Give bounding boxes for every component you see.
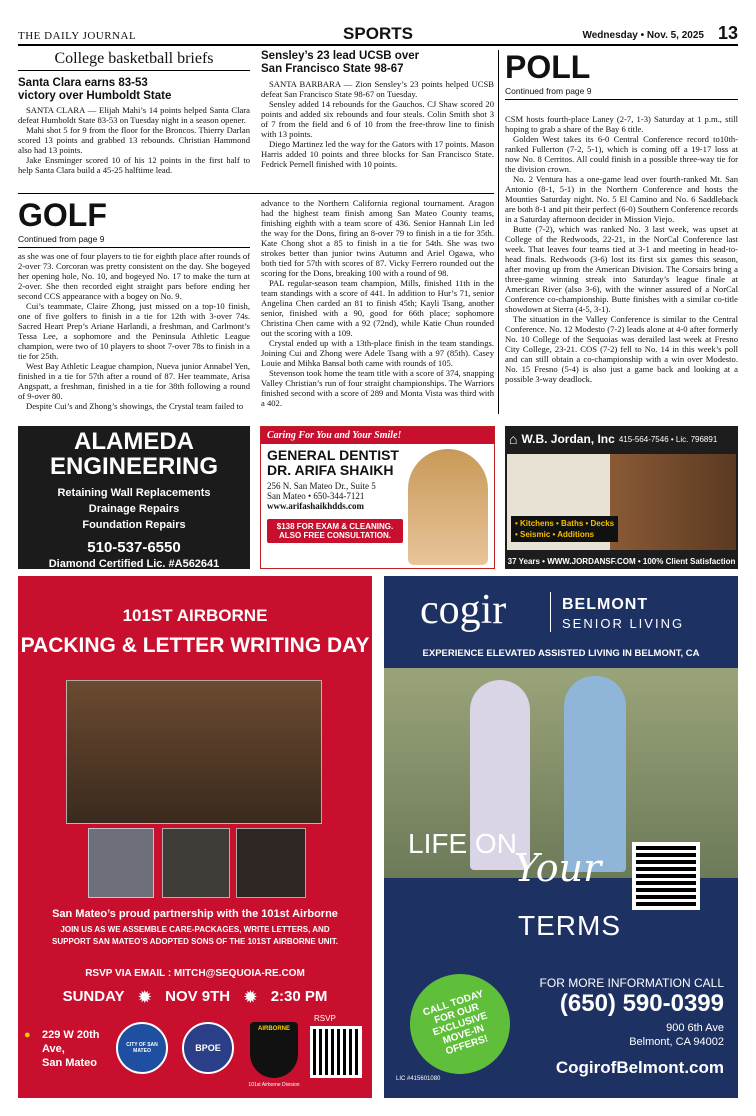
ad-title: DR. ARIFA SHAIKH [267,462,394,478]
headline-line: Santa Clara earns 83-53 [18,77,148,89]
page-header [18,23,738,46]
story-body [18,251,250,411]
paragraph: Stevenson took home the team title with a score of 374, snapping Valley Christian’s run of four straight championships. The Warriors finished second with a score of 289 and Monta Vista was third with a 402. [261,368,494,408]
story-body [261,198,494,408]
seal-text: CITY OF SAN MATEO [126,1042,158,1054]
ad-services [511,516,618,542]
offer-line: ALSO FREE CONSULTATION. [279,531,391,540]
house-icon: ⌂ [509,431,518,447]
basketball-brief-1 [18,50,250,175]
divider [18,193,494,194]
ad-service: Retaining Wall Replacements [57,487,211,499]
ad-phone: (650) 590-0399 [559,990,724,1017]
ad-description [18,924,372,948]
rsvp-label: RSVP [314,1014,336,1023]
address-line: Ave, [42,1043,65,1055]
star-icon: ✹ [138,989,152,1006]
address-line: San Mateo [42,1057,98,1069]
ad-slogan: LIFE ON [408,828,517,859]
golf-story [18,198,250,411]
golf-story-col2 [261,198,494,408]
ad-datetime [18,988,372,1006]
basketball-brief-2 [261,50,494,169]
seal-text: AIRBORNE [257,1026,290,1032]
ad-slogan-script: Your [514,846,602,890]
story-title: GOLF [18,197,107,233]
story-body [505,114,738,384]
address-line: 229 W 20th [42,1029,100,1041]
city-seal-icon [116,1022,168,1074]
ad-contact: 415-564-7546 • Lic. 796891 [618,434,718,444]
paragraph: Despite Cui’s and Zhong’s showings, the Crystal team failed to [26,401,244,411]
description-line: SUPPORT SAN MATEO’S ADOPTED SONS OF THE 101ST AIRBORNE UNIT. [52,937,338,946]
ad-alameda-engineering[interactable] [18,426,250,569]
ad-title: 101ST AIRBORNE [122,606,268,625]
paragraph: as she was one of four players to tie for eighth place after rounds of 2-over 73. Corcoran was pretty consistent on the day. She bogeyed her opening hole, No. 10, and bogeyed No. 17 to make the turn at 2-over. She then recorded eight straight pars before ending her second CCS appearance with a bogey on No. 9. [18,251,250,301]
paragraph: No. 2 Ventura has a one-game lead over fourth-ranked Mt. San Antonio (8-1, 5-1) in the Northern Conference and hosts the Mounties Saturday night. No. 5 El Camino and No. 6 Saddleback are both 8-1 and pit their perfect (6-0) Southern Conference records in a Saturday afternoon decider in Mission Viejo. [505,174,738,224]
section-title: SPORTS [343,24,413,43]
ad-license: Diamond Certified Lic. #A562641 [48,558,220,570]
paragraph: Jake Ensminger scored 10 of his 12 points in the first half to help Santa Clara build a 45-25 halftime lead. [18,155,250,175]
ad-footer: 37 Years • WWW.JORDANSF.COM • 100% Client Satisfaction [507,557,736,566]
event-time: 2:30 PM [270,988,328,1005]
ad-address: 900 6th Ave [666,1022,724,1034]
paragraph: Crystal ended up with a 13th-place finish in the team standings. Joining Cui and Zhong were Adele Tsang with a 97 (85th). Casey Louie and Mihka Bansal both came with rounds of 105. [261,338,494,368]
room-photo [507,454,736,550]
offer-badge: CALL TODAY FOR OUR EXCLUSIVE MOVE-IN OFFERS! [397,961,523,1087]
ad-website: www.arifashaikhdds.com [267,501,365,511]
ad-subtitle: San Mateo’s proud partnership with the 101st Airborne [52,908,338,920]
airborne-eagle-icon [250,1022,298,1078]
page-number: 13 [717,23,738,43]
ad-rsvp-email: RSVP VIA EMAIL : MITCH@SEQUOIA-RE.COM [85,968,305,979]
ad-title: ALAMEDA [74,428,194,455]
brief-headline [261,50,494,76]
ad-phone: 510-537-6550 [87,539,181,556]
paragraph: CSM hosts fourth-place Laney (2-7, 1-3) Saturday at 1 p.m., still hoping to grab a share of the Bay 6 title. [505,114,738,134]
paragraph: SANTA BARBARA — Zion Sensley’s 23 points helped UCSB defeat San Francisco State 98-67 on Tuesday. [261,79,494,99]
story-title: POLL [505,49,591,85]
brief-kicker: College basketball briefs [18,50,250,71]
event-photo [236,828,306,898]
ad-offer [267,519,403,543]
paragraph: The situation in the Valley Conference is similar to the Central Conference. No. 12 Modesto (7-2) leads alone at 4-0 after formerly No. 10 College of the Sequoias was derailed last week at Fresno City College, 23-21. COS (7-2) fell to No. 14 in this week’s poll and can still obtain a co-championship with a win over Modesto. No. 15 Fresno (5-4) is also just a game back and looking at a possible 3-way deadlock. [505,314,738,384]
ad-brand: cogir [420,587,507,633]
event-photo [88,828,154,898]
paragraph: Golden West takes its 6-0 Central Conference record to10th-ranked Fullerton (7-2, 5-1), which is coming off a 19-17 loss at now No. 8 Cerritos. All could finish in a possible three-way tie for the division crown. [505,134,738,174]
ad-header [505,426,738,452]
ad-service: Drainage Repairs [88,503,180,515]
service-line: • Seismic • Additions [515,530,595,539]
qr-code-icon[interactable] [310,1026,362,1078]
ad-brand-sub: SENIOR LIVING [562,616,685,631]
paragraph: SANTA CLARA — Elijah Mahi’s 14 points helped Santa Clara defeat Humboldt State 83-53 on Tuesday night in a season opener. [18,105,250,125]
ad-banner: EXPERIENCE ELEVATED ASSISTED LIVING IN BELMONT, CA [422,648,700,659]
paragraph: PAL regular-season team champion, Mills, finished 11th in the team standings with a score of 441. In addition to Hur’s 71, senior Angelina Chen carded an 81 to finish 45th; Kayli Tsang, another senior, finished with a 90, good for 66th place; sophomore Christina Chen came with a 92 (72nd), while Katie Chun rounded out the scoring with a 109. [261,278,494,338]
headline-line: victory over Humboldt State [18,90,172,102]
paragraph: Mahi shot 5 for 9 from the floor for the Broncos. Thierry Darlan scored 13 points and grabbed 13 rebounds. Christian Hammond also had 13 points. [18,125,250,155]
ad-location [24,1028,99,1070]
ad-address: Belmont, CA 94002 [629,1036,724,1048]
headline-line: San Francisco State 98-67 [261,63,404,75]
paragraph: advance to the Northern California regional tournament. Aragon had the highest team finish among San Mateo County teams, finishing eighth with a team score of 436. Senior Hannah Lin led the way for the Dons, firing an 8-over 79 to finish in a tie for 35th. Kate Chong shot a 85 to finish in a tie for 54th. She was two strokes better than junior twins Autumn and Ariel Ogawa, who both tied for 57th with scores of 87. Vicky Ferrero rounded out the scoring for the Dons, breaking 100 with a round of 98. [261,198,494,278]
seal-text: BPOE [195,1043,221,1053]
continued-line: Continued from page 9 [505,84,738,100]
ad-website: CogirofBelmont.com [555,1058,724,1077]
paragraph: Butte (7-2), which was ranked No. 3 last week, was upset at College of the Redwoods, 22-21, in the NorCal Conference last week. That leaves four teams tied at 3-1 and meeting in head-to-head finals. Redwoods (3-6) lost its first six games this season, after moving up from the American Division. The Corsairs bring a three-game winning streak into Saturday’s league finale at American River (also 3-6), with the winner assured of a NorCal Conference co-championship. Butte finishes with a similar co-title showdown at Sierra (4-5, 3-1). [505,224,738,314]
paragraph: West Bay Athletic League champion, Nueva junior Annabel Yen, finished in a tie for 57th after a round of 87. Her teammate, Arisa Angspatt, a freshman, finished in a tie for 38th following a round of 9-over 80. [18,361,250,401]
brief-headline [18,77,250,103]
description-line: JOIN US AS WE ASSEMBLE CARE-PACKAGES, WRITE LETTERS, AND [60,925,330,934]
offer-line: $138 FOR EXAM & CLEANING. [276,522,394,531]
paragraph: Sensley added 14 rebounds for the Gauchos. CJ Shaw scored 20 points and added six rebounds and four steals. Colin Smith shot 3 of 7 from the field and 6 of 10 from the free-throw line to finish with 13 points. [261,99,494,139]
publication-name: THE DAILY JOURNAL [18,30,137,42]
elks-seal-icon [182,1022,234,1074]
headline-line: Sensley’s 23 lead UCSB over [261,50,420,62]
event-date: NOV 9TH [165,988,231,1005]
service-line: • Kitchens • Baths • Decks [515,519,615,528]
paragraph: Cui’s teammate, Claire Zhong, just missed on a top-10 finish, one of five golfers to finish in a tie for 12th with 3-over 74s. Sacred Heart Prep’s Ariane Harlandi, a freshman, and Carlmont’s Tessa Lee, a sophomore and the Peninsula Athletic League champion, were two of 10 players to shoot 7-over 78s to finish in a tie for 25th. [18,301,250,361]
ad-cogir-belmont[interactable] [384,576,738,1098]
ad-license: LIC #415601080 [396,1076,441,1082]
column-rule [498,50,499,414]
ad-address: San Mateo • 650-344-7121 [267,491,365,501]
ad-dentist[interactable] [260,426,495,569]
ad-title: PACKING & LETTER WRITING DAY [20,634,370,657]
ad-title: GENERAL DENTIST [267,447,399,463]
brief-body [18,105,250,175]
ad-tagline: Caring For You and Your Smile! [261,427,494,444]
qr-code-icon[interactable] [632,842,700,910]
ad-service: Foundation Repairs [82,519,186,531]
ad-company: W.B. Jordan, Inc [521,432,615,446]
ad-101st-airborne[interactable] [18,576,372,1098]
ad-slogan: TERMS [518,910,621,941]
ad-wb-jordan[interactable] [505,426,738,569]
ad-title: ENGINEERING [49,453,219,480]
poll-story [505,50,738,384]
paragraph: Diego Martinez led the way for the Gators with 17 points. Mason Harris added 10 points and three blocks for San Francisco State. Fedrick Pernell finished with 10 points. [261,139,494,169]
volunteers-photo [66,680,322,824]
dentist-photo [408,449,488,565]
ad-address: 256 N. San Mateo Dr., Suite 5 [267,481,376,491]
brief-body [261,79,494,169]
continued-line: Continued from page 9 [18,232,250,248]
event-photo [162,828,230,898]
event-day: SUNDAY [62,988,125,1005]
issue-date: Wednesday • Nov. 5, 2025 [582,30,704,41]
ad-call-label: FOR MORE INFORMATION CALL [539,976,724,990]
ad-brand-sub: BELMONT [562,596,649,613]
star-icon: ✹ [244,989,257,1006]
airborne-caption: 101st Airborne Division [248,1082,300,1088]
map-pin-icon: ● [24,1029,31,1041]
